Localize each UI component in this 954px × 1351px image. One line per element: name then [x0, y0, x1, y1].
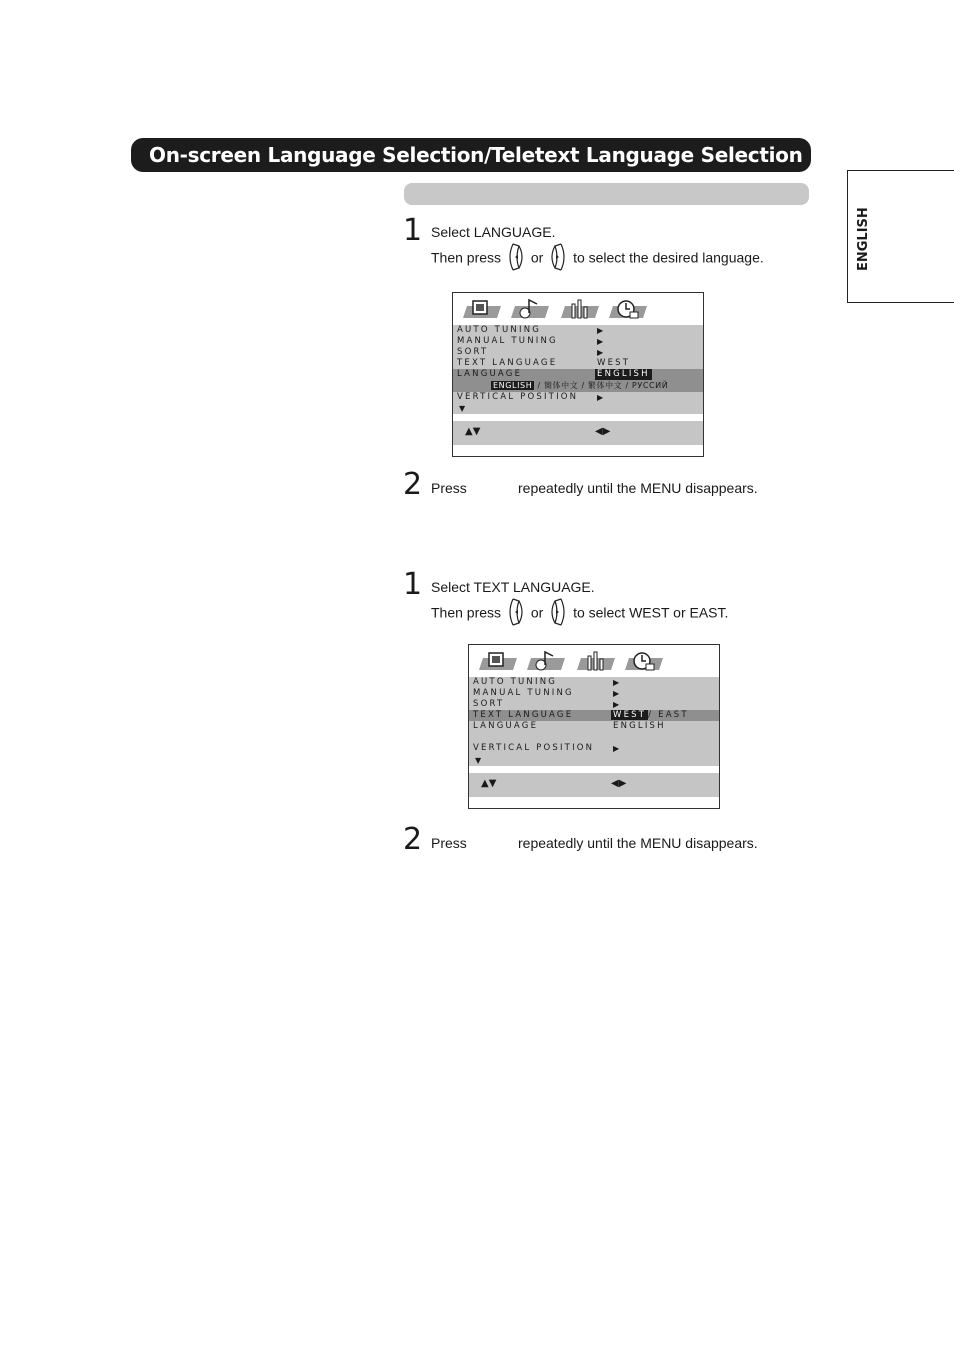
osd-icon-bar — [453, 293, 703, 325]
osd-row-vertical-position: VERTICAL POSITION ▶ — [457, 392, 604, 402]
page-title: On-screen Language Selection/Teletext Language Selection — [131, 138, 811, 172]
step-2b-instruction: repeatedly until the MENU disappears. — [518, 835, 758, 851]
step-1b-select-text: to select WEST or EAST. — [573, 604, 729, 621]
left-button-icon — [505, 242, 527, 272]
osd-row-auto-tuning: AUTO TUNING ▶ — [457, 325, 604, 335]
osd-leftright-hint-icon: ◀▶ — [611, 778, 627, 789]
step-2-instruction: repeatedly until the MENU disappears. — [518, 480, 758, 496]
sound-note-icon — [505, 298, 551, 322]
step-1b-instruction: Select TEXT LANGUAGE. — [431, 579, 595, 595]
osd-row-text-language: TEXT LANGUAGE WEST / EAST — [469, 710, 719, 721]
step-1b-then-press: Then press — [431, 604, 502, 621]
osd-icon-bar — [469, 645, 719, 677]
osd-footer — [469, 773, 719, 797]
language-side-tab — [847, 170, 954, 303]
osd-row-text-language: TEXT LANGUAGE WEST — [457, 358, 631, 368]
clock-timer-icon — [603, 298, 649, 322]
step-1-instruction: Select LANGUAGE. — [431, 224, 556, 240]
settings-bars-icon — [555, 298, 601, 322]
osd-row-vertical-position: VERTICAL POSITION ▶ — [473, 743, 620, 753]
osd-row-sort: SORT ▶ — [457, 347, 604, 357]
osd-leftright-hint-icon: ◀▶ — [595, 426, 611, 437]
osd-menu-language — [452, 292, 704, 457]
osd-menu-list — [469, 677, 719, 766]
osd-west-selected: WEST — [613, 710, 647, 720]
tv-picture-icon — [473, 650, 519, 674]
section-header-bar — [404, 183, 809, 205]
step-2-press: Press — [431, 480, 467, 496]
side-tab-label: ENGLISH — [856, 207, 871, 271]
step-1b-number: 1 — [403, 567, 423, 602]
osd-row-auto-tuning: AUTO TUNING ▶ — [473, 677, 620, 687]
osd-menu-list — [453, 325, 703, 414]
osd-updown-hint-icon: ▲▼ — [481, 778, 497, 789]
left-button-icon — [505, 597, 527, 627]
step-1-or: or — [530, 249, 544, 266]
step-2-number: 2 — [403, 467, 423, 502]
osd-row-sort: SORT ▶ — [473, 699, 620, 709]
osd-more-arrow: ▼ — [475, 756, 482, 765]
osd-row-manual-tuning: MANUAL TUNING ▶ — [457, 336, 604, 346]
osd-footer — [453, 421, 703, 445]
osd-row-language: LANGUAGE ENGLISH — [473, 721, 666, 731]
osd-row-manual-tuning: MANUAL TUNING ▶ — [473, 688, 620, 698]
osd-row-language: LANGUAGE ENGLISH ENGLISH / 簡体中文 / 繁体中文 / РУССИЙ — [453, 369, 703, 392]
step-1b-press-line — [431, 599, 728, 629]
step-1-then-press: Then press — [431, 249, 502, 266]
clock-timer-icon — [619, 650, 665, 674]
osd-more-arrow: ▼ — [459, 404, 466, 413]
right-button-icon — [547, 597, 569, 627]
osd-updown-hint-icon: ▲▼ — [465, 426, 481, 437]
sound-note-icon — [521, 650, 567, 674]
right-button-icon — [547, 242, 569, 272]
tv-picture-icon — [457, 298, 503, 322]
settings-bars-icon — [571, 650, 617, 674]
step-1-number: 1 — [403, 213, 423, 248]
step-1-press-line — [431, 244, 764, 274]
osd-language-options: ENGLISH / 簡体中文 / 繁体中文 / РУССИЙ — [493, 381, 669, 390]
step-1b-or: or — [530, 604, 544, 621]
osd-menu-text-language — [468, 644, 720, 809]
step-1-select-text: to select the desired language. — [573, 249, 764, 266]
step-2b-number: 2 — [403, 822, 423, 857]
step-2b-press: Press — [431, 835, 467, 851]
